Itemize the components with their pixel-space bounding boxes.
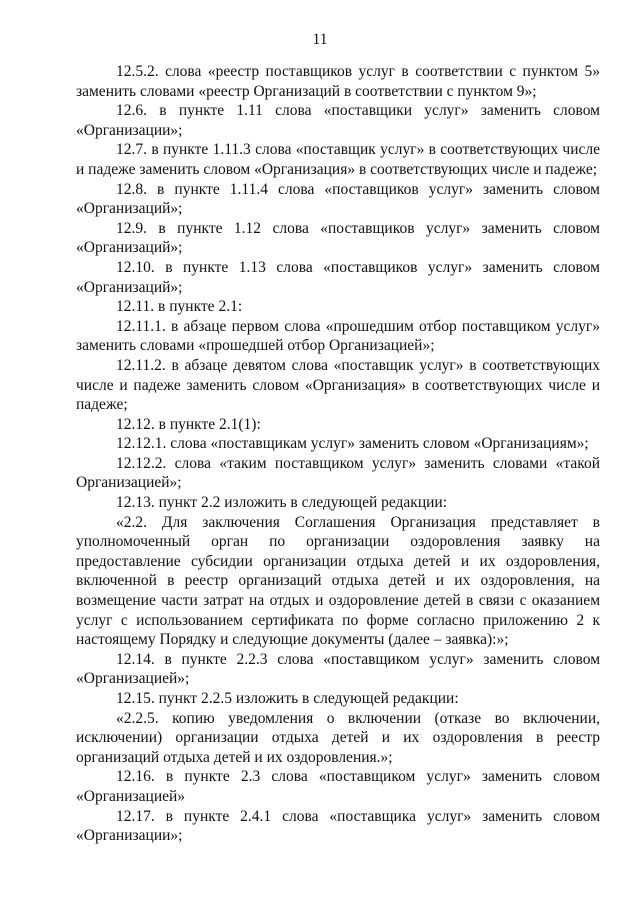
paragraph: 12.7. в пункте 1.11.3 слова «поставщик услуг» в соответствующих числе и падеже заменить словом «Организация» в соответствующих числе и падеже;: [76, 141, 600, 178]
paragraph: 12.8. в пункте 1.11.4 слова «поставщиков услуг» заменить словом «Организаций»;: [76, 180, 600, 218]
paragraph: 12.13. пункт 2.2 изложить в следующей редакции:: [116, 494, 448, 512]
paragraph: 12.11.2. в абзаце девятом слова «поставщик услуг» в соответствующих числе и падеже заменить словом «Организация» в соответствующих числе и падеже;: [76, 356, 600, 414]
document-body: [76, 62, 600, 846]
page-number: 11: [312, 31, 328, 48]
paragraph: 12.6. в пункте 1.11 слова «поставщики услуг» заменить словом «Организации»;: [76, 102, 600, 139]
paragraph: 12.14. в пункте 2.2.3 слова «поставщиком услуг» заменить словом «Организацией»;: [76, 650, 600, 688]
paragraph: 12.12.1. слова «поставщикам услуг» заменить словом «Организациям»;: [116, 435, 589, 453]
paragraph: 12.10. в пункте 1.13 слова «поставщиков услуг» заменить словом «Организаций»;: [76, 258, 600, 296]
paragraph: 12.9. в пункте 1.12 слова «поставщиков услуг» заменить словом «Организаций»;: [76, 219, 600, 257]
paragraph: 12.12. в пункте 2.1(1):: [116, 415, 261, 433]
paragraph: «2.2. Для заключения Соглашения Организация представляет в уполномоченный орган по организации оздоровления заявку на предоставление субсидии организации отдыха детей и их оздоровления, включенной в реестр организаций отдыха детей и их оздоровления, на возмещение части затрат на отдых и оздоровление детей в связи с оказанием услуг с использованием сертификата по форме согласно приложению 2 к настоящему Порядку и следующие документы (далее – заявка):»;: [76, 513, 600, 649]
paragraph: 12.12.2. слова «таким поставщиком услуг» заменить словами «такой Организацией»;: [76, 454, 600, 492]
paragraph: 12.11.1. в абзаце первом слова «прошедшим отбор поставщиком услуг» заменить словами «прошедшей отбор Организацией»;: [76, 317, 600, 355]
paragraph: 12.5.2. слова «реестр поставщиков услуг в соответствии с пунктом 5» заменить словами «реестр Организаций в соответствии с пунктом 9»;: [76, 63, 600, 100]
paragraph: 12.15. пункт 2.2.5 изложить в следующей редакции:: [116, 690, 459, 707]
paragraph: «2.2.5. копию уведомления о включении (отказе во включении, исключении) организации отдыха детей и их оздоровления в реестр организаций отдыха детей и их оздоровления.»;: [76, 709, 600, 766]
paragraph: 12.11. в пункте 2.1:: [116, 298, 243, 316]
paragraph: 12.16. в пункте 2.3 слова «поставщиком услуг» заменить словом «Организацией»: [76, 768, 600, 805]
paragraph: 12.17. в пункте 2.4.1 слова «поставщика услуг» заменить словом «Организации»;: [76, 807, 600, 845]
